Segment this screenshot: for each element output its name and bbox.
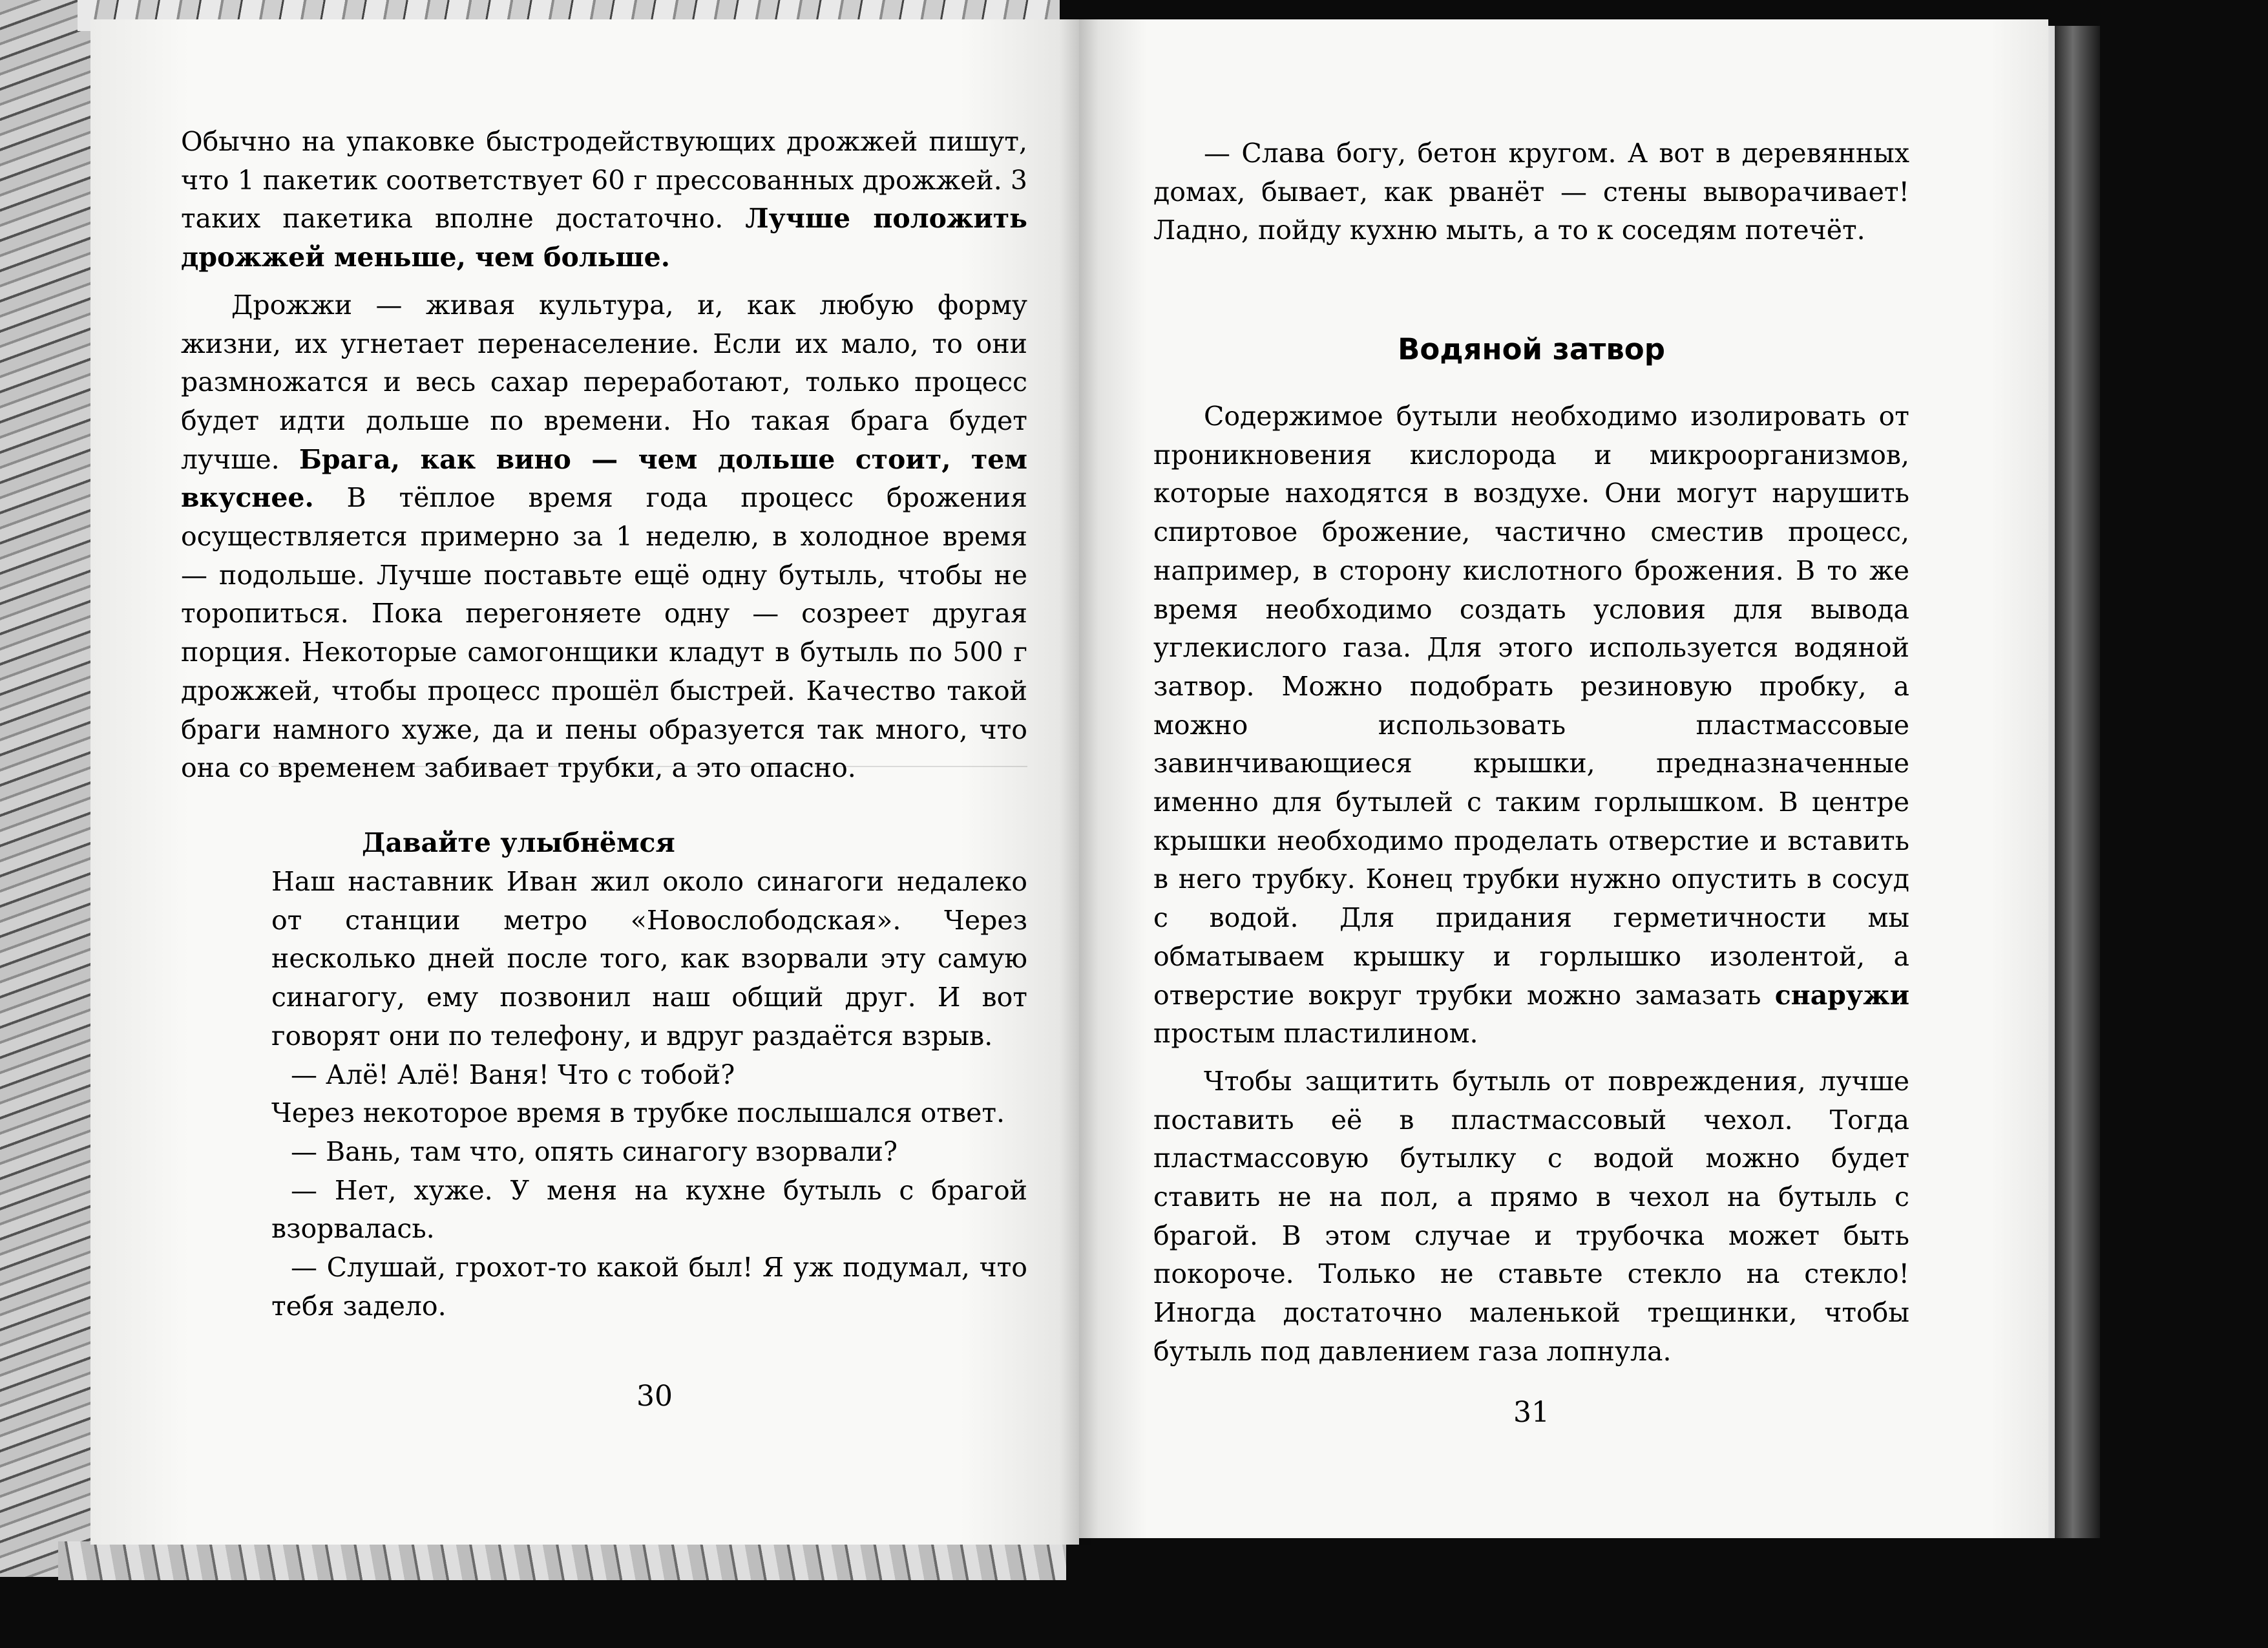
left-paragraph-2 <box>181 286 1027 788</box>
sidebar-p4: — Вань, там что, опять синагогу взорвали? <box>291 1136 898 1167</box>
right-p1-bold: снаружи <box>1774 979 1909 1011</box>
page-number-left: 30 <box>636 1380 673 1413</box>
left-p2-bold: Брага, как вино — чем дольше стоит, тем вкуснее. <box>181 443 1027 514</box>
book-cover-bottom-edge <box>58 1541 1066 1580</box>
right-intro-text <box>1153 134 1909 250</box>
book-gutter <box>1060 19 1098 1545</box>
book-cover-floral-edge <box>0 0 97 1577</box>
right-main-text <box>1153 397 1909 1371</box>
right-paragraph-2: Чтобы защитить бутыль от повреждения, лучше поставить её в пластмассовый чехол. Тогда пластмассовую бутылку с водой можно будет ставить не на пол, а прямо в чехол на бутыль с брагой. В этом случае и трубочка может быть покороче. Только не ставьте стекло на стекло! Иногда достаточно маленькой трещинки, чтобы бутыль под давлением газа лопнула. <box>1153 1065 1909 1367</box>
right-p1-text-a: Содержимое бутыли необходимо изолировать от проникновения кислорода и микроорганизмов, которые находятся в воздухе. Они могут нарушить спиртовое брожение, частично сместив процесс, например, в сторону кислотного брожения. В то же время необходимо создать условия для вывода углекислого газа. Для этого используется водяной затвор. Можно подобрать резиновую пробку, а можно использовать пластмассовые завинчивающиеся крышки, предназначенные именно для бутылей с таким горлышком. В центре крышки необходимо проделать отверстие и вставить в него трубку. Конец трубки нужно опустить в сосуд с водой. Для придания герметичности мы обматываем крышку и горлышко изолентой, а отверстие вокруг трубки можно замазать <box>1153 401 1909 1011</box>
book-cover-right-edge <box>2055 26 2100 1538</box>
sidebar-p2: — Алё! Алё! Ваня! Что с тобой? <box>291 1059 735 1090</box>
left-p2-text-a: Дрожжи — живая культура, и, как любую форму жизни, их угнетает перенаселение. Если их мало, то они размножатся и весь сахар переработают, только процесс будет идти дольше по времени. Но такая брага будет лучше. <box>181 289 1027 475</box>
section-heading: Водяной затвор <box>1398 332 1665 366</box>
sidebar-p6: — Слушай, грохот-то какой был! Я уж подумал, что тебя задело. <box>271 1252 1027 1322</box>
right-p1-text-b: простым пластилином. <box>1153 1018 1478 1050</box>
left-p1-text: Обычно на упаковке быстродействующих дрожжей пишут, что 1 пакетик соответствует 60 г прессованных дрожжей. 3 таких пакетика вполне достаточно. <box>181 126 1027 235</box>
right-paragraph-1 <box>1153 397 1909 1053</box>
left-paragraph-1 <box>181 123 1027 277</box>
right-intro-paragraph: — Слава богу, бетон кругом. А вот в деревянных домах, бывает, как рванёт — стены выворачивает! Ладно, пойду кухню мыть, а то к соседям потечёт. <box>1153 138 1909 246</box>
sidebar-text <box>271 863 1027 1326</box>
sidebar-p5: — Нет, хуже. У меня на кухне бутыль с брагой взорвалась. <box>271 1174 1027 1245</box>
left-p2-text-b: В тёплое время года процесс брожения осуществляется примерно за 1 неделю, в холодное время — подольше. Лучше поставьте ещё одну бутыль, чтобы не торопиться. Пока перегоняете одну — созреет другая порция. Некоторые самогонщики кладут в бутыль по 500 г дрожжей, чтобы процесс прошёл быстрей. Качество такой браги намного хуже, да и пены образуется так много, что она со временем забивает трубки, а это опасно. <box>181 482 1027 784</box>
sidebar-p3: Через некоторое время в трубке послышался ответ. <box>271 1097 1005 1129</box>
left-main-text <box>181 123 1027 788</box>
left-p1-bold: Лучше положить дрожжей меньше, чем больше. <box>181 203 1027 273</box>
sidebar-heading: Давайте улыбнёмся <box>362 827 675 858</box>
sidebar-p1: Наш наставник Иван жил около синагоги недалеко от станции метро «Новослободская». Через несколько дней после того, как взорвали эту самую синагогу, ему позвонил наш общий друг. И вот говорят они по телефону, и вдруг раздаётся взрыв. <box>271 866 1027 1051</box>
page-number-right: 31 <box>1513 1396 1549 1429</box>
